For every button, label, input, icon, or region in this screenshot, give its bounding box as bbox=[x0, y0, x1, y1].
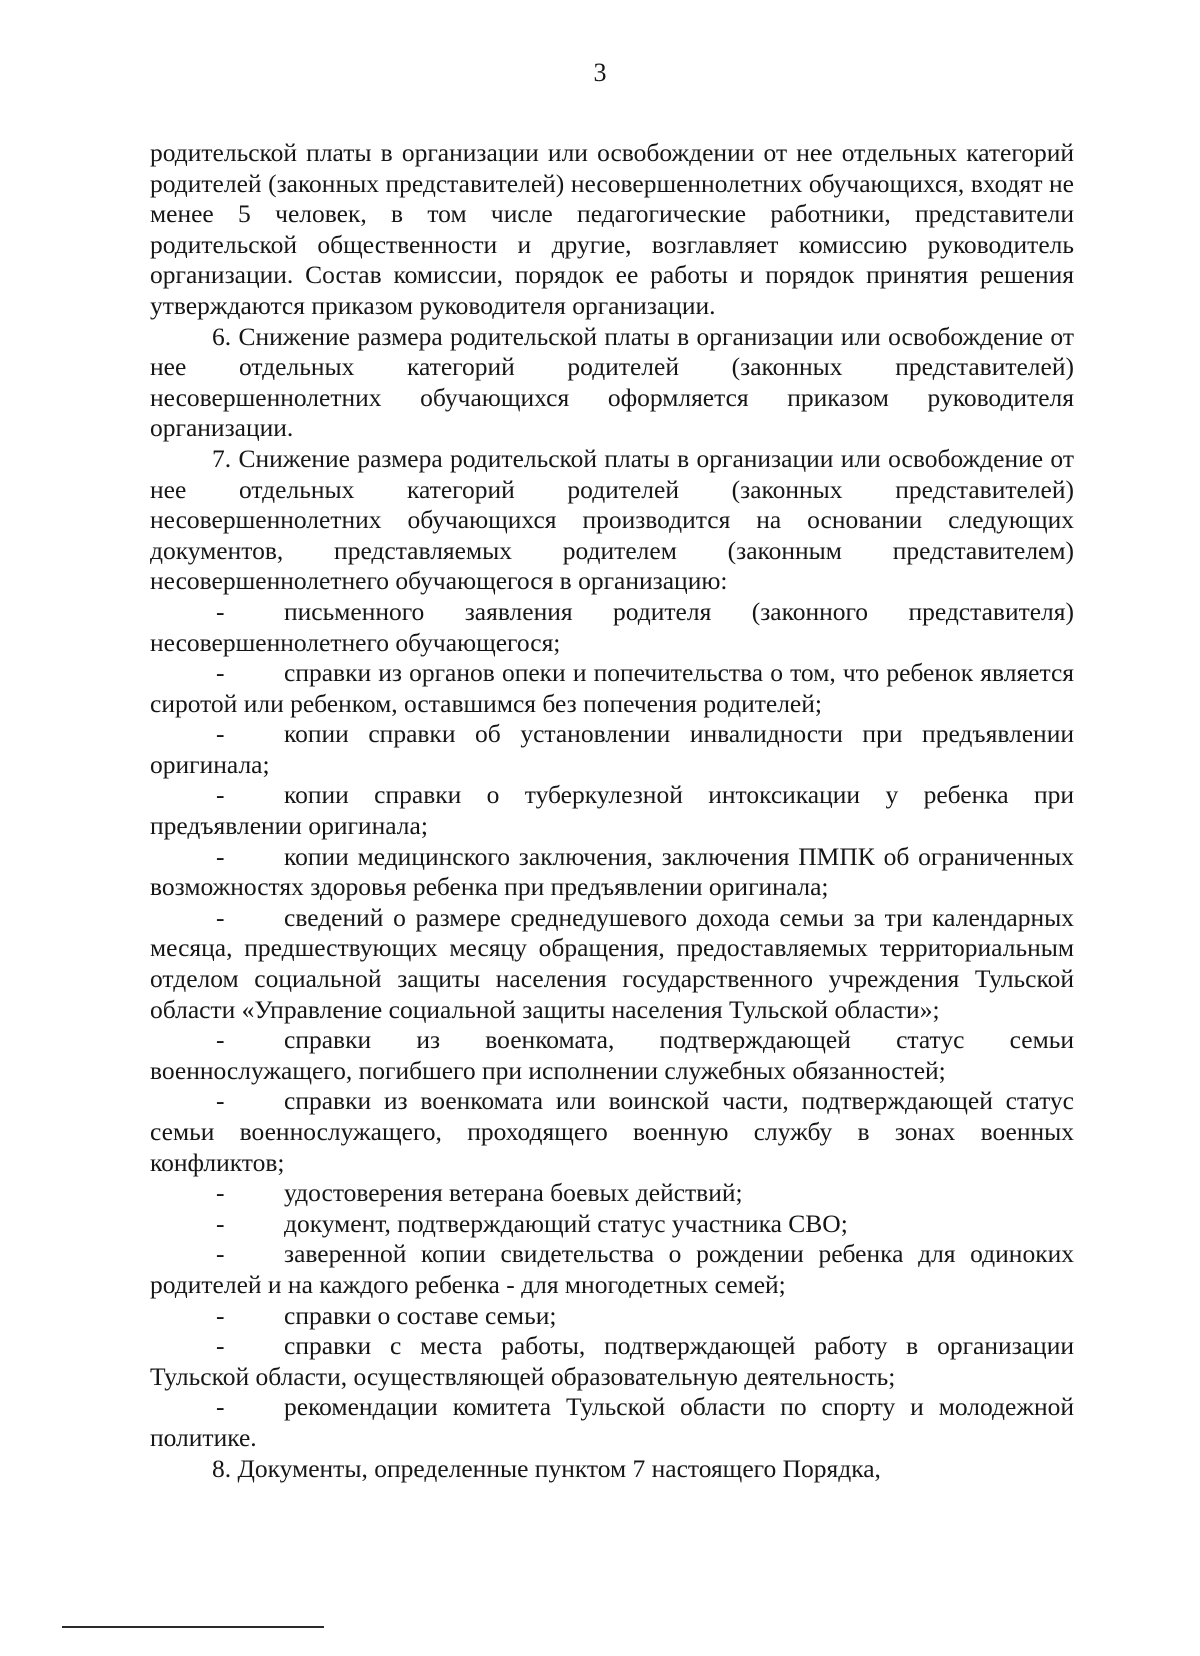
list-dash: - bbox=[216, 902, 225, 932]
list-item bbox=[150, 1392, 1074, 1453]
list-dash: - bbox=[216, 780, 225, 810]
list-item bbox=[150, 719, 1074, 780]
list-dash: - bbox=[216, 1300, 225, 1330]
list-dash: - bbox=[216, 841, 225, 871]
list-item bbox=[150, 1209, 1074, 1240]
list-dash: - bbox=[216, 719, 225, 749]
list-item-text: письменного заявления родителя (законного представителя) несовершеннолетнего обучающегося; bbox=[150, 596, 1074, 657]
list-dash: - bbox=[216, 1392, 225, 1422]
document-body bbox=[150, 138, 1074, 1484]
list-item-text: справки из органов опеки и попечительства о том, что ребенок является сиротой или ребенком, оставшимся без попечения родителей; bbox=[150, 658, 1074, 718]
list-item bbox=[150, 1239, 1074, 1300]
list-item-text: копии справки о туберкулезной интоксикации у ребенка при предъявлении оригинала; bbox=[150, 780, 1074, 841]
list-item-text: сведений о размере среднедушевого дохода семьи за три календарных месяца, предшествующих месяцу обращения, предоставляемых территориальным отделом социальной защиты населения государственного учреждения Тульской области «Управление социальной защиты населения Тульской области»; bbox=[150, 902, 1074, 1024]
list-item-text: справки из военкомата, подтверждающей статус семьи военнослужащего, погибшего при исполнении служебных обязанностей; bbox=[150, 1025, 1074, 1085]
list-item bbox=[150, 658, 1074, 719]
list-dash: - bbox=[216, 596, 225, 626]
list-item bbox=[150, 1178, 1074, 1209]
footer-rule bbox=[62, 1626, 324, 1628]
list-item bbox=[150, 780, 1074, 841]
list-item-text: копии справки об установлении инвалидности при предъявлении оригинала; bbox=[150, 719, 1074, 779]
list-item bbox=[150, 903, 1074, 1025]
list-item-text: копии медицинского заключения, заключения ПМПК об ограниченных возможностях здоровья ребенка при предъявлении оригинала; bbox=[150, 841, 1074, 902]
list-item bbox=[150, 1086, 1074, 1178]
list-item bbox=[150, 1331, 1074, 1392]
list-dash: - bbox=[216, 1178, 225, 1208]
list-dash: - bbox=[216, 1025, 225, 1055]
list-item-text: удостоверения ветерана боевых действий; bbox=[284, 1178, 743, 1208]
list-dash: - bbox=[216, 1086, 225, 1116]
intro-paragraph: родительской платы в организации или освобождении от нее отдельных категорий родителей (законных представителей) несовершеннолетних обучающихся, входят не менее 5 человек, в том числе педагогические работники, представители родительской общественности и другие, возглавляет комиссию руководитель организации. Состав комиссии, порядок ее работы и порядок принятия решения утверждаются приказом руководителя организации. bbox=[150, 138, 1074, 320]
page-number: 3 bbox=[593, 58, 607, 87]
clause-7: 7. Снижение размера родительской платы в организации или освобождение от нее отдельных категорий родителей (законных представителей) несовершеннолетних обучающихся производится на основании следующих документов, представляемых родителем (законным представителем) несовершеннолетнего обучающегося в организацию: bbox=[150, 443, 1074, 596]
list-item-text: документ, подтверждающий статус участника СВО; bbox=[284, 1208, 848, 1238]
list-item bbox=[150, 1301, 1074, 1332]
list-item bbox=[150, 1025, 1074, 1086]
list-item-text: справки с места работы, подтверждающей работу в организации Тульской области, осуществляющей образовательную деятельность; bbox=[150, 1331, 1074, 1391]
list-item bbox=[150, 842, 1074, 903]
list-item bbox=[150, 597, 1074, 658]
list-item-text: заверенной копии свидетельства о рождении ребенка для одиноких родителей и на каждого ребенка - для многодетных семей; bbox=[150, 1239, 1074, 1299]
list-dash: - bbox=[216, 1239, 225, 1269]
list-dash: - bbox=[216, 658, 225, 688]
list-item-text: справки о составе семьи; bbox=[284, 1300, 557, 1330]
list-dash: - bbox=[216, 1331, 225, 1361]
clause-8: 8. Документы, определенные пунктом 7 настоящего Порядка, bbox=[212, 1453, 881, 1483]
list-dash: - bbox=[216, 1208, 225, 1238]
list-item-text: рекомендации комитета Тульской области по спорту и молодежной политике. bbox=[150, 1392, 1074, 1452]
clause-6: 6. Снижение размера родительской платы в организации или освобождение от нее отдельных категорий родителей (законных представителей) несовершеннолетних обучающихся оформляется приказом руководителя организации. bbox=[150, 321, 1074, 443]
list-item-text: справки из военкомата или воинской части, подтверждающей статус семьи военнослужащего, проходящего военную службу в зонах военных конфликтов; bbox=[150, 1086, 1074, 1177]
